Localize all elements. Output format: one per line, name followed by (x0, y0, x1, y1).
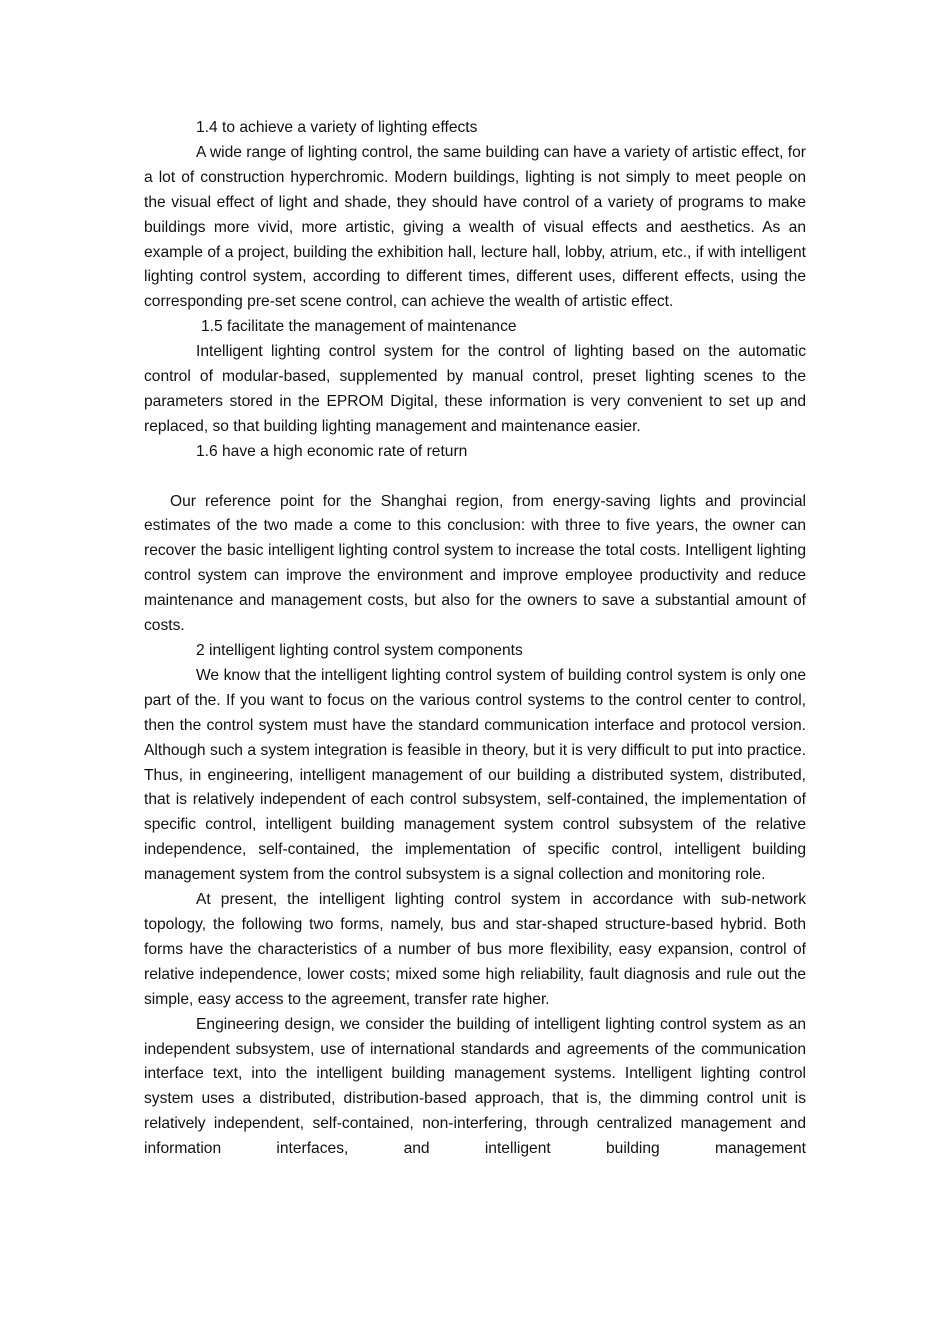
paragraph-lighting-effects: A wide range of lighting control, the same building can have a variety of artistic effect, for a lot of construction hyperchromic. Modern buildings, lighting is not simply to meet people on the visual effect of light and shade, they should have control of a variety of programs to make buildings more vivid, more artistic, giving a wealth of visual effects and aesthetics. As an example of a project, building the exhibition hall, lecture hall, lobby, atrium, etc., if with intelligent lighting control system, according to different times, different uses, different effects, using the corresponding pre-set scene control, can achieve the wealth of artistic effect. (144, 143, 806, 311)
document-page (144, 116, 806, 1162)
paragraph-economic-return: Our reference point for the Shanghai region, from energy-saving lights and provincial estimates of the two made a come to this conclusion: with three to five years, the owner can recover the basic intelligent lighting control system to increase the total costs. Intelligent lighting control system can improve the environment and improve employee productivity and reduce maintenance and management costs, but also for the owners to save a substantial amount of costs. (144, 492, 806, 635)
section-heading-1-6: 1.6 have a high economic rate of return (196, 442, 468, 460)
paragraph-maintenance: Intelligent lighting control system for the control of lighting based on the automatic control of modular-based, supplemented by manual control, preset lighting scenes to the parameters stored in the EPROM Digital, these information is very convenient to set up and replaced, so that building lighting management and maintenance easier. (144, 343, 806, 435)
paragraph-network-topology: At present, the intelligent lighting control system in accordance with sub-network topology, the following two forms, namely, bus and star-shaped structure-based hybrid. Both forms have the characteristics of a number of bus more flexibility, easy expansion, control of relative independence, lower costs; mixed some high reliability, fault diagnosis and rule out the simple, easy access to the agreement, transfer rate higher. (144, 891, 806, 1008)
paragraph-engineering-design: Engineering design, we consider the building of intelligent lighting control system as an independent subsystem, use of international standards and agreements of the communication interface text, into the intelligent building management systems. Intelligent lighting control system uses a distributed, distribution-based approach, that is, the dimming control unit is relatively independent, self-contained, non-interfering, through centralized management and information interfaces, and intelligent building management (144, 1015, 806, 1158)
paragraph-components-overview: We know that the intelligent lighting control system of building control system is only one part of the. If you want to focus on the various control systems to the control center to control, then the control system must have the standard communication interface and protocol version. Although such a system integration is feasible in theory, but it is very difficult to put into practice. Thus, in engineering, intelligent management of our building a distributed system, distributed, that is relatively independent of each control subsystem, self-contained, the implementation of specific control, intelligent building management system control subsystem of the relative independence, self-contained, the implementation of specific control, intelligent building management system from the control subsystem is a signal collection and monitoring role. (144, 666, 806, 884)
section-heading-1-4: 1.4 to achieve a variety of lighting effects (196, 119, 478, 136)
blank-line (144, 465, 806, 490)
section-heading-2: 2 intelligent lighting control system components (196, 642, 523, 660)
section-heading-1-5: 1.5 facilitate the management of maintenance (201, 318, 517, 336)
